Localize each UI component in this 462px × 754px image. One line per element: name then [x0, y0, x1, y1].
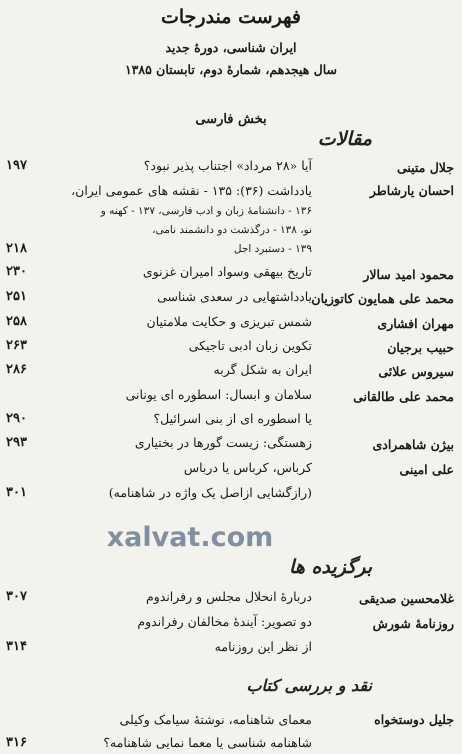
toc-author: بیژن شاهمرادی	[372, 437, 454, 452]
toc-author: روزنامهٔ شورش	[372, 616, 454, 631]
toc-title-continued: شاهنامه شناسی یا معما نمایی شاهنامه؟	[103, 735, 312, 750]
toc-page-number: ۲۱۸	[6, 241, 27, 256]
toc-author: احسان یارشاطر	[369, 183, 454, 198]
toc-title-continued: نو، ۱۳۸ - درگذشت دو دانشمند نامی،	[152, 224, 312, 236]
section-heading: بخش فارسی	[195, 112, 267, 127]
category-articles: مقالات	[317, 128, 372, 150]
category-review: نقد و بررسی کتاب	[246, 676, 372, 695]
category-selected: برگزیده ها	[289, 556, 372, 578]
toc-page-number: ۱۹۷	[6, 158, 27, 173]
page-title: فهرست مندرجات	[161, 6, 301, 28]
toc-page-number: ۳۱۴	[6, 639, 27, 654]
toc-title: یادداشتهایی در سعدی شناسی	[157, 289, 312, 304]
toc-title: دربارهٔ انحلال مجلس و رفراندوم	[145, 589, 312, 604]
toc-title: شمس تبریزی و حکایت ملامتیان	[146, 314, 312, 329]
toc-title: کرباس، کرباس یا درباس	[183, 460, 312, 475]
toc-title: تاریخ بیهقی وسواد امیران غزنوی	[142, 264, 312, 279]
toc-page-number: ۲۸۶	[6, 362, 27, 377]
toc-author: مهران افشاری	[377, 316, 454, 331]
toc-title-continued: از نظر این روزنامه	[214, 639, 312, 654]
toc-page-number: ۲۶۳	[6, 338, 27, 353]
toc-title: سلامان و ابسال: اسطوره ای یونانی	[125, 387, 312, 402]
toc-title-continued: (رازگشایی ازاصل یک واژه در شاهنامه)	[108, 485, 312, 500]
toc-title: دو تصویر: آیندهٔ مخالفان رفراندوم	[137, 614, 312, 629]
toc-page-number: ۲۵۱	[6, 289, 27, 304]
toc-title: تکوین زبان ادبی تاجیکی	[188, 338, 312, 353]
toc-title: یادداشت (۳۶): ۱۳۵ - نقشه های عمومی ایران،	[71, 183, 312, 198]
toc-title-continued: ۱۳۶ - دانشنامهٔ زبان و ادب فارسی، ۱۳۷ - کهنه و	[100, 205, 312, 217]
journal-subtitle: ایران شناسی، دورهٔ جدید	[165, 40, 297, 55]
toc-title: آیا «۲۸ مرداد» اجتناب پذیر نبود؟	[143, 158, 312, 173]
toc-page-number: ۲۹۰	[6, 411, 27, 426]
issue-info: سال هیجدهم، شمارهٔ دوم، تابستان ۱۳۸۵	[124, 62, 338, 77]
toc-page-number: ۳۱۶	[6, 735, 27, 750]
toc-title: ایران به شکل گربه	[213, 362, 312, 377]
toc-page-number: ۲۳۰	[6, 264, 27, 279]
toc-author: محمد علی طالقانی	[353, 389, 454, 404]
toc-author: غلامحسین صدیقی	[359, 591, 454, 606]
toc-author: علی امینی	[399, 462, 454, 477]
toc-author: حبیب برجیان	[387, 340, 454, 355]
toc-page-number: ۳۰۷	[6, 589, 27, 604]
toc-author: جلال متینی	[396, 160, 454, 175]
toc-title-continued: ۱۳۹ - دستبرد اجل	[233, 243, 312, 255]
toc-title: زهستگی: زیست گورها در بختیاری	[134, 435, 312, 450]
toc-author: محمود امید سالار	[363, 267, 454, 282]
toc-author: محمد علی همایون کاتوزیان	[311, 291, 454, 306]
toc-page-number: ۲۵۸	[6, 314, 27, 329]
toc-page-number: ۳۰۱	[6, 485, 27, 500]
toc-title: معمای شاهنامه، نوشتهٔ سیامک وکیلی	[119, 712, 312, 727]
toc-author: جلیل دوستخواه	[374, 712, 454, 727]
toc-page-number: ۲۹۳	[6, 435, 27, 450]
toc-author: سیروس علائی	[378, 364, 454, 379]
watermark: xalvat.com	[106, 522, 274, 553]
toc-title-continued: یا اسطوره ای از بنی اسرائیل؟	[153, 411, 312, 426]
